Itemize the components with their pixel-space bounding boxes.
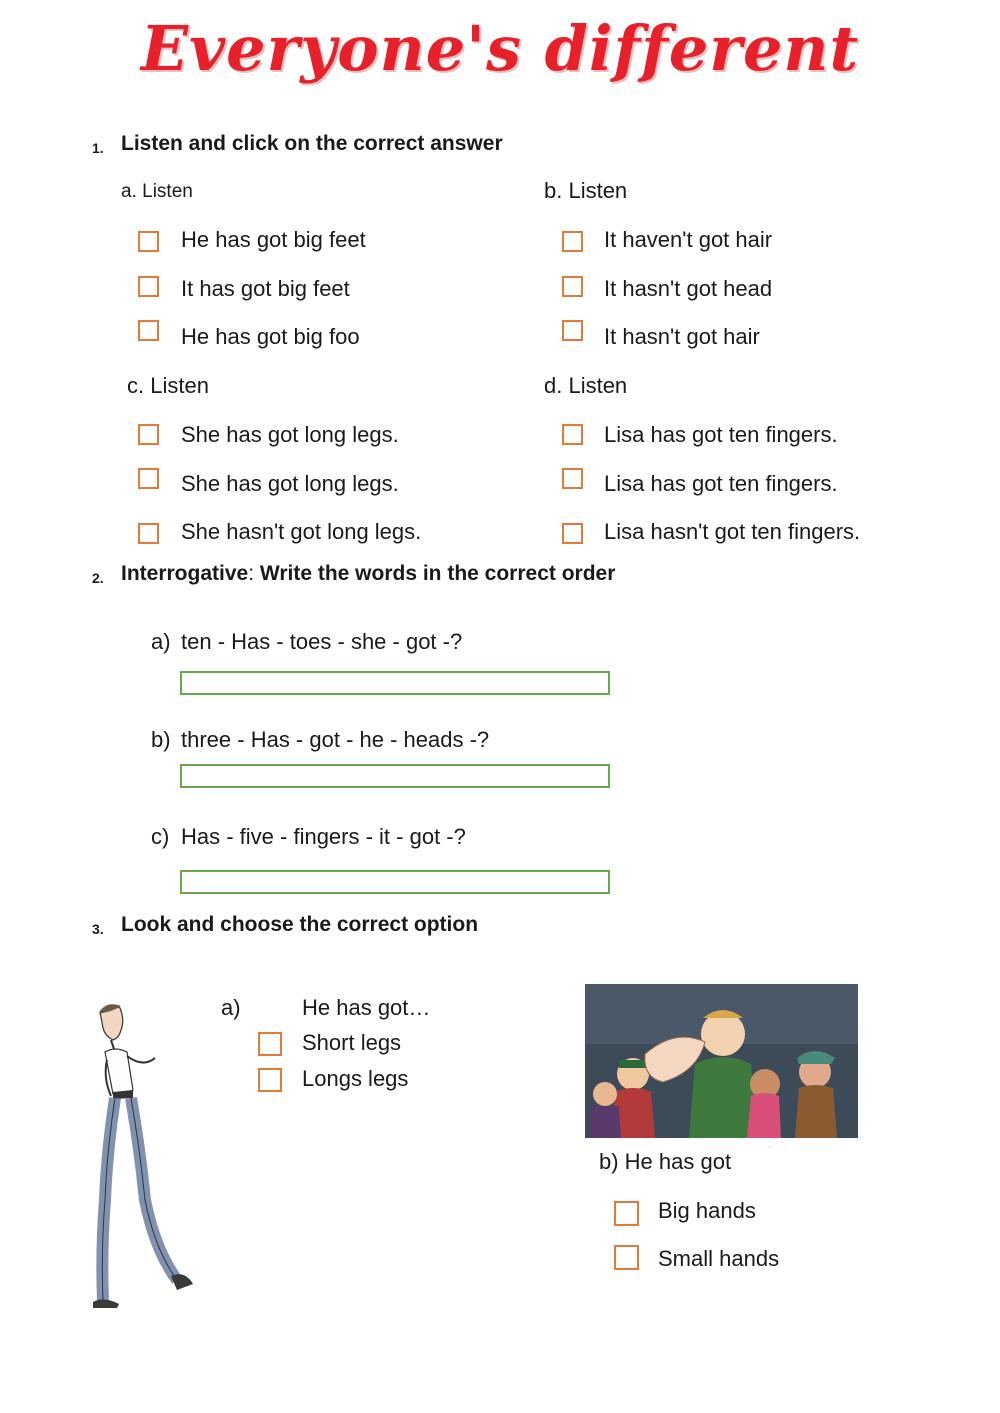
section-2-heading-sep: : <box>248 562 255 585</box>
section-3-heading: Look and choose the correct option <box>121 913 479 936</box>
option-3a-short-legs-checkbox[interactable] <box>258 1032 282 1056</box>
group-a-label: a. Listen <box>121 181 193 202</box>
item-a-words: ten - Has - toes - she - got -? <box>181 629 463 654</box>
section-2-number: 2. <box>92 570 104 586</box>
item-b-letter: b) <box>151 727 171 752</box>
group-a-option-2-checkbox[interactable] <box>138 276 159 297</box>
item-a-letter: a) <box>151 629 171 654</box>
group-c-option-3-text: She hasn't got long legs. <box>181 519 422 544</box>
group-c-option-1-checkbox[interactable] <box>138 424 159 445</box>
section-2-heading-b: Write the words in the correct order <box>254 562 616 585</box>
option-3a-longs-legs-text: Longs legs <box>302 1066 409 1091</box>
group-c-option-1-text: She has got long legs. <box>181 422 399 447</box>
item-c-letter: c) <box>151 824 170 849</box>
item-c-words: Has - five - fingers - it - got -? <box>181 824 466 849</box>
group-d-option-1-checkbox[interactable] <box>562 424 583 445</box>
section-3-number: 3. <box>92 921 104 937</box>
group-b-option-2-checkbox[interactable] <box>562 276 583 297</box>
item-b-words: three - Has - got - he - heads -? <box>181 727 490 752</box>
group-b-option-3-text: It hasn't got hair <box>604 324 760 349</box>
option-3a-prompt: He has got… <box>302 995 431 1020</box>
option-3b-small-hands-text: Small hands <box>658 1246 780 1271</box>
tall-man-illustration <box>85 1000 215 1315</box>
group-d-option-2-text: Lisa has got ten fingers. <box>604 471 838 496</box>
worksheet-title: Everyone's different <box>140 12 860 85</box>
item-c-answer-input[interactable] <box>180 870 610 894</box>
section-1-number: 1. <box>92 140 104 156</box>
group-d-label: d. Listen <box>544 373 628 398</box>
section-2-heading-a: Interrogative <box>121 562 249 585</box>
group-a-option-3-text: He has got big foo <box>181 324 360 349</box>
option-3a-letter: a) <box>221 995 241 1020</box>
section-1-heading: Listen and click on the correct answer <box>121 132 503 155</box>
option-3b-prompt: b) He has got <box>599 1149 732 1174</box>
group-d-option-1-text: Lisa has got ten fingers. <box>604 422 838 447</box>
option-3b-small-hands-checkbox[interactable] <box>614 1245 639 1270</box>
group-b-label: b. Listen <box>544 178 628 203</box>
group-b-option-1-text: It haven't got hair <box>604 227 773 252</box>
group-a-option-2-text: It has got big feet <box>181 276 350 301</box>
group-b-option-2-text: It hasn't got head <box>604 276 773 301</box>
option-3b-big-hands-checkbox[interactable] <box>614 1201 639 1226</box>
group-a-option-1-text: He has got big feet <box>181 227 366 252</box>
group-d-option-2-checkbox[interactable] <box>562 468 583 489</box>
section-2-heading <box>121 562 615 586</box>
cartoon-crowd-drawing <box>585 984 858 1138</box>
group-b-option-1-checkbox[interactable] <box>562 231 583 252</box>
group-c-option-2-text: She has got long legs. <box>181 471 399 496</box>
group-d-option-3-text: Lisa hasn't got ten fingers. <box>604 519 861 544</box>
item-b-answer-input[interactable] <box>180 764 610 788</box>
item-a-answer-input[interactable] <box>180 671 610 695</box>
group-a-option-3-checkbox[interactable] <box>138 320 159 341</box>
group-d-option-3-checkbox[interactable] <box>562 523 583 544</box>
option-3a-short-legs-text: Short legs <box>302 1030 402 1055</box>
group-c-label: c. Listen <box>127 373 209 398</box>
option-3b-big-hands-text: Big hands <box>658 1198 756 1223</box>
group-c-option-2-checkbox[interactable] <box>138 468 159 489</box>
group-b-option-3-checkbox[interactable] <box>562 320 583 341</box>
cartoon-crowd-image <box>585 984 858 1138</box>
group-c-option-3-checkbox[interactable] <box>138 523 159 544</box>
group-a-option-1-checkbox[interactable] <box>138 231 159 252</box>
option-3a-longs-legs-checkbox[interactable] <box>258 1068 282 1092</box>
